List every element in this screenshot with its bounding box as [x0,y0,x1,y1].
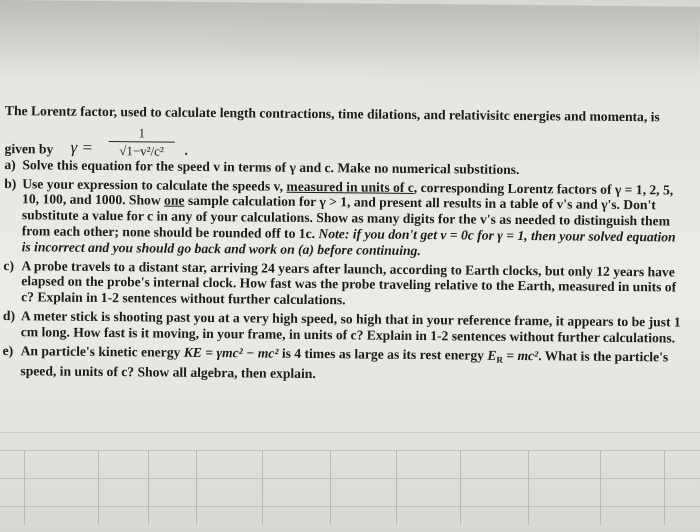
question-b-underlined-2: one [164,192,185,209]
question-b-underlined: measured in units of c [286,178,414,195]
question-a-letter: a) [4,156,16,172]
problem-text [2,103,687,386]
fraction-denominator: √1−v²/c² [119,142,164,159]
gamma-symbol: γ = [70,137,94,157]
intro-line: The Lorentz factor, used to calculate length contractions, time dilations, and relativisitc energies and momenta, is [4,103,660,125]
notepad-grid-line [196,450,197,525]
fraction-numerator: 1 [138,125,146,141]
question-e-text-2: is 4 times as large as its rest energy [278,345,488,363]
question-b-text-2: , corresponding Lorentz factors of γ = 1, 2, 5, 10, 100, and 1000. Show [22,179,674,208]
question-b [4,176,687,262]
notepad-grid-line [664,450,665,525]
question-e-text-3: . What is the particle's speed, in units of c? Show all algebra, then explain. [20,347,669,382]
question-d-letter: d) [2,308,16,324]
notepad-grid-line [528,450,529,525]
question-e-body [20,343,684,386]
question-e [2,343,684,386]
formula-period: . [184,142,189,158]
notepad-grid-line [600,450,601,525]
notepad-grid-line [330,450,331,525]
lorentz-fraction [108,126,174,159]
question-b-letter: b) [4,175,17,191]
question-b-text-1: Use your expression to calculate the speeds v, [22,175,287,194]
question-e-er-symbol: E [487,347,497,363]
question-c-text: A probe travels to a distant star, arriving 24 years after launch, according to Earth clocks, but only 12 years have elapsed on the probe's internal clock. How fast was the probe traveling relative to the Earth, measured in units of c? Explain in 1-2 sentences without further calculations. [21,257,677,308]
notepad-grid-line [396,450,397,525]
notepad-rule [0,450,700,451]
notepad-grid-line [24,450,25,525]
question-b-body [22,176,687,261]
question-e-er-rest: = mc² [502,347,539,363]
top-shadow [0,0,700,85]
question-b-note: Note: if you don't get v = 0c for γ = 1, then your solved equation is incorrect and you should go back and work on (a) before continuing. [21,226,676,258]
notepad-grid-line [460,450,461,525]
notepad-grid-line [98,450,99,525]
question-c [3,258,685,312]
question-b-text-3: sample calculation for γ > 1, and present all results in a table of v's and γ's. Don't substitute a value for c in any of your calculations. Show as many digits for the v's as needed to distinguish them from each other; none should be rounded off to 1c. [21,193,671,242]
question-e-letter: e) [2,342,14,358]
question-d-text: A meter stick is shooting past you at a very high speed, so high that in your reference frame, it appears to be just 1 cm long. How fast is it moving, in your frame, in units of c? Explain in 1-2 sentences without further calculations. [20,308,681,346]
question-c-letter: c) [3,257,15,273]
notepad-grid-line [262,450,263,525]
question-e-er-subscript: R [496,354,503,365]
notepad-rule [0,478,700,479]
given-by-label: given by [4,140,54,157]
notepad-background [0,432,700,526]
notepad-grid-line [148,450,149,525]
notepad-rule [0,506,700,507]
lorentz-formula [5,119,687,162]
question-a-text: Solve this equation for the speed v in terms of γ and c. Make no numerical substitions. [22,157,520,177]
question-e-text-1: An particle's kinetic energy [20,342,184,360]
question-e-ke-expr: KE = γmc² − mc² [183,344,279,361]
fraction-bar [109,141,175,143]
question-d [3,308,685,346]
